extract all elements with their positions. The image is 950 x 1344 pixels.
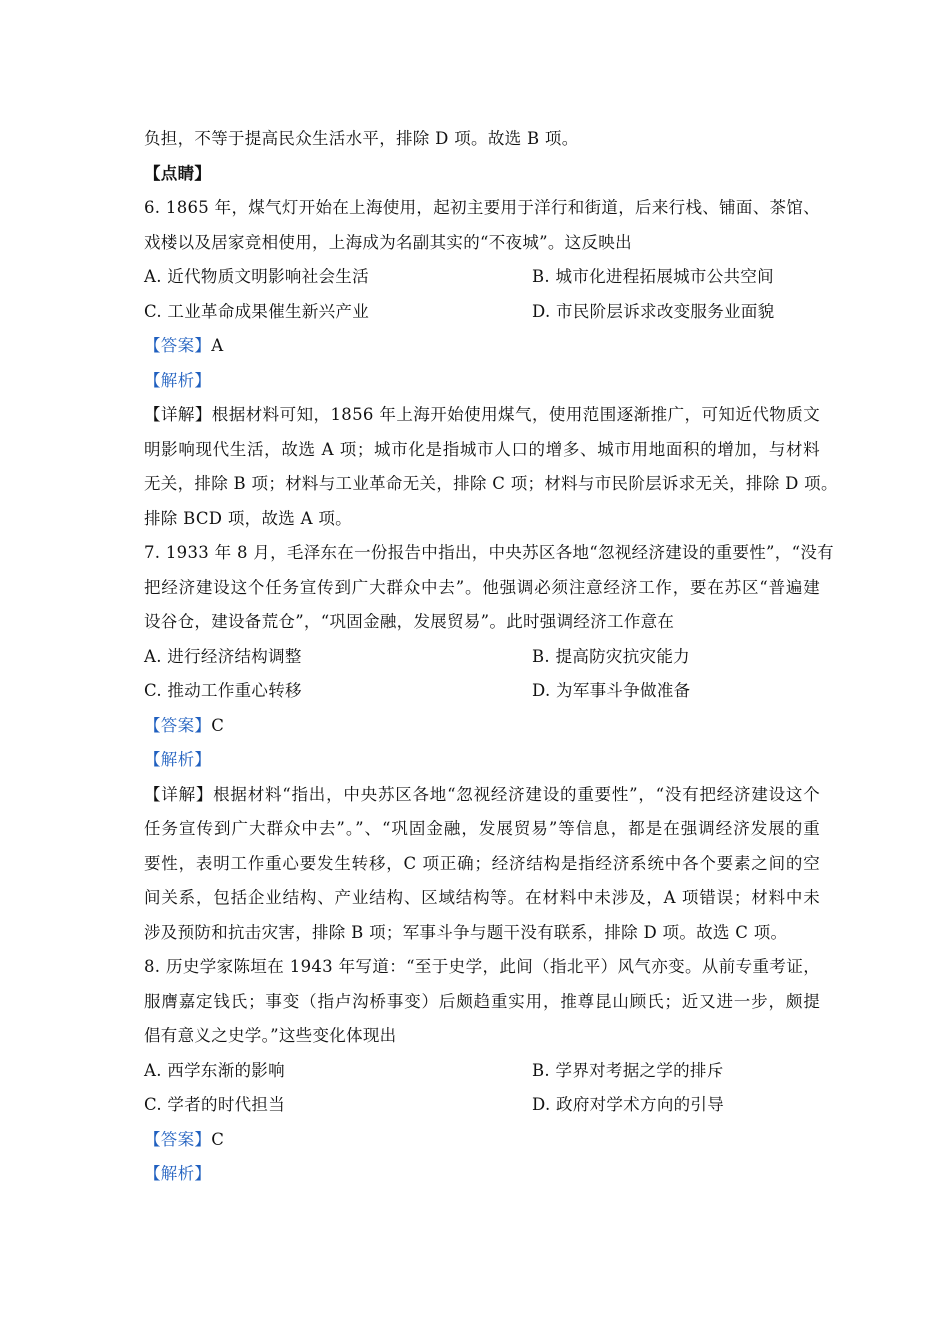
q7-answer-tag: 【答案】 (144, 715, 212, 735)
q5-analysis-end: 负担，不等于提高民众生活水平，排除 D 项。故选 B 项。 (144, 129, 579, 148)
q7-options-row-2 (144, 674, 820, 709)
q7-stem-line-2: 把经济建设这个任务宣传到广大群众中去”。他强调必须注意经济工作，要在苏区“普遍建 (144, 577, 820, 597)
q8-stem-line-2: 服膺嘉定钱氏；事变（指卢沟桥事变）后颇趋重实用，推尊昆山顾氏；近又进一步，颇提 (144, 991, 820, 1011)
q6-options-row-2 (144, 295, 820, 330)
q6-detail-line-4: 排除 BCD 项，故选 A 项。 (144, 508, 352, 528)
q6-answer-value: A (211, 336, 224, 355)
q7-detail-line-2: 任务宣传到广大群众中去”。”、“巩固金融，发展贸易”等信息，都是在强调经济发展的重 (144, 819, 820, 838)
q6-option-a: A. 近代物质文明影响社会生活 (144, 267, 369, 286)
q8-option-b: B. 学界对考据之学的排斥 (532, 1060, 724, 1080)
q8-stem-line-1: 8. 历史学家陈垣在 1943 年写道：“至于史学，此间（指北平）风气亦变。从前专重考证， (144, 957, 820, 976)
q7-answer (144, 709, 820, 744)
q6-analysis-tag: 【解析】 (144, 370, 212, 390)
question-6 (144, 191, 838, 536)
q6-answer (144, 329, 820, 364)
q8-answer-tag: 【答案】 (144, 1129, 212, 1149)
q7-option-b: B. 提高防灾抗灾能力 (532, 646, 690, 666)
q7-options-row-1 (144, 640, 820, 675)
q6-stem-line-2: 戏楼以及居家竞相使用，上海成为名副其实的“不夜城”。这反映出 (144, 232, 632, 252)
q8-options-row-2 (144, 1088, 820, 1123)
q6-option-c: C. 工业革命成果催生新兴产业 (144, 301, 370, 321)
q7-detail-line-4: 间关系，包括企业结构、产业结构、区域结构等。在材料中未涉及，A 项错误；材料中未 (144, 888, 820, 907)
q7-option-a: A. 进行经济结构调整 (144, 646, 302, 666)
q8-option-a: A. 西学东渐的影响 (144, 1060, 285, 1080)
q6-answer-tag: 【答案】 (144, 336, 212, 355)
q6-option-b: B. 城市化进程拓展城市公共空间 (532, 267, 774, 286)
q6-option-d: D. 市民阶层诉求改变服务业面貌 (532, 301, 775, 321)
q7-option-d: D. 为军事斗争做准备 (532, 681, 691, 700)
q8-answer-value: C (211, 1129, 225, 1149)
q6-detail-line-2: 明影响现代生活，故选 A 项；城市化是指城市人口的增多、城市用地面积的增加，与材料 (144, 439, 820, 459)
q7-option-c: C. 推动工作重心转移 (144, 681, 302, 700)
q7-detail-line-1: 【详解】根据材料“指出，中央苏区各地“忽视经济建设的重要性”，“没有把经济建设这个 (144, 784, 820, 804)
question-7 (144, 536, 834, 950)
q8-option-c: C. 学者的时代担当 (144, 1095, 286, 1114)
q8-answer (144, 1123, 820, 1158)
q5-comment-tag: 【点睛】 (144, 163, 212, 183)
q7-stem-line-3: 设谷仓，建设备荒仓”，“巩固金融，发展贸易”。此时强调经济工作意在 (144, 612, 675, 631)
question-8 (144, 950, 820, 1192)
q8-stem-line-3: 倡有意义之史学。”这些变化体现出 (144, 1026, 397, 1045)
q8-analysis-tag: 【解析】 (144, 1164, 212, 1183)
q8-options-row-1 (144, 1054, 820, 1089)
document-page (144, 122, 838, 1192)
q7-analysis-tag: 【解析】 (144, 750, 212, 769)
q6-stem-line-1: 6. 1865 年，煤气灯开始在上海使用，起初主要用于洋行和街道，后来行栈、铺面、茶馆、 (144, 198, 820, 217)
q7-stem-line-1: 7. 1933 年 8 月，毛泽东在一份报告中指出，中央苏区各地“忽视经济建设的重要性”，“没有 (144, 543, 834, 562)
q7-detail-line-5: 涉及预防和抗击灾害，排除 B 项；军事斗争与题干没有联系，排除 D 项。故选 C 项。 (144, 922, 788, 942)
q6-detail-line-3: 无关，排除 B 项；材料与工业革命无关，排除 C 项；材料与市民阶层诉求无关，排除 D 项。 (144, 474, 838, 493)
q8-option-d: D. 政府对学术方向的引导 (532, 1095, 725, 1114)
q6-options-row-1 (144, 260, 820, 295)
q7-answer-value: C (211, 715, 225, 735)
q6-detail-line-1: 【详解】根据材料可知，1856 年上海开始使用煤气，使用范围逐渐推广，可知近代物质文 (144, 405, 820, 424)
q7-detail-line-3: 要性，表明工作重心要发生转移，C 项正确；经济结构是指经济系统中各个要素之间的空 (144, 853, 820, 873)
